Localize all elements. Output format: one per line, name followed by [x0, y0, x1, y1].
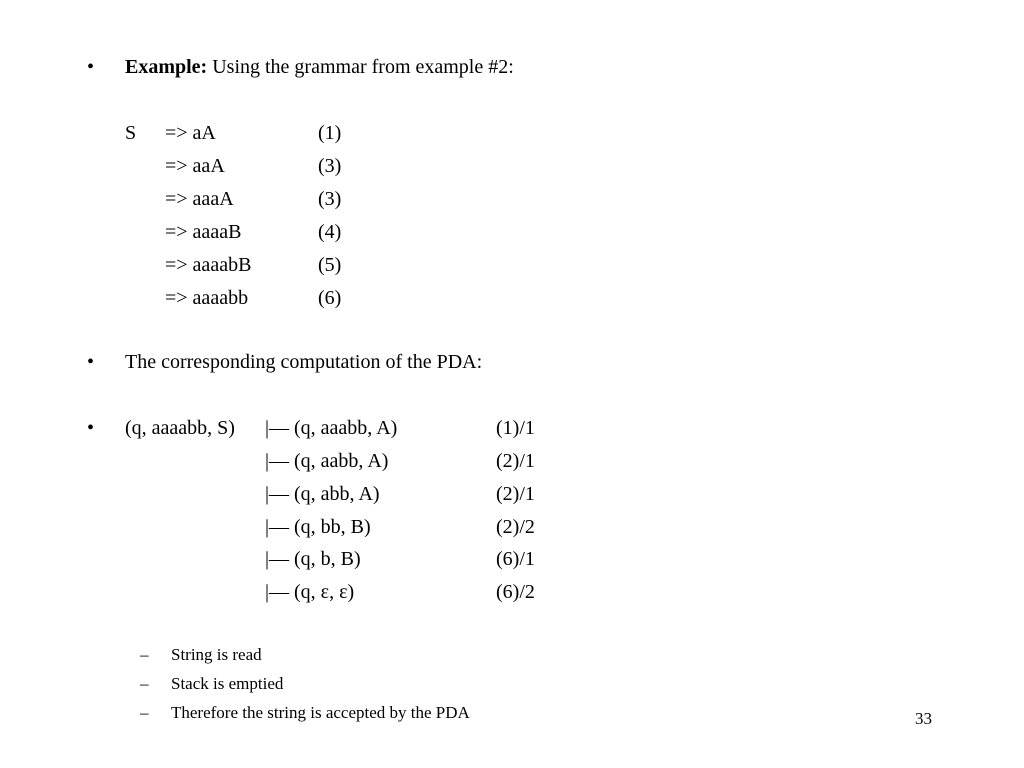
computation-step-config: |— (q, abb, A) — [265, 483, 380, 505]
sub-bullet-dash: – — [140, 645, 149, 664]
example-text: Using the grammar from example #2: — [212, 56, 514, 78]
computation-step-config: |— (q, ε, ε) — [265, 581, 355, 603]
conclusion-item: String is read — [171, 645, 262, 664]
derivation-step-form: => aaaA — [165, 188, 234, 210]
derivation-step-form: => aaaabB — [165, 254, 252, 276]
computation-initial-config: (q, aaaabb, S) — [125, 417, 235, 439]
derivation-step-rule: (3) — [318, 188, 342, 210]
computation-step-config: |— (q, aabb, A) — [265, 450, 389, 472]
derivation-step-rule: (5) — [318, 254, 342, 276]
computation-step-rule: (6)/1 — [496, 548, 535, 570]
computation-step-rule: (2)/1 — [496, 483, 535, 505]
page-number: 33 — [915, 709, 932, 728]
computation-step-rule: (1)/1 — [496, 417, 535, 439]
derivation-step-rule: (3) — [318, 155, 342, 177]
derivation-step-form: => aA — [165, 122, 216, 144]
computation-step-rule: (2)/2 — [496, 516, 535, 538]
example-line — [125, 57, 514, 77]
sub-bullet-dash: – — [140, 674, 149, 693]
sub-bullet-dash: – — [140, 703, 149, 722]
bullet-example: • — [87, 56, 95, 78]
derivation-step-rule: (6) — [318, 287, 342, 309]
computation-step-rule: (6)/2 — [496, 581, 535, 603]
derivation-start-symbol: S — [125, 122, 137, 144]
conclusion-item: Stack is emptied — [171, 674, 284, 693]
bullet-pda-heading: • — [87, 351, 95, 373]
bullet-computation: • — [87, 417, 95, 439]
computation-step-rule: (2)/1 — [496, 450, 535, 472]
derivation-step-form: => aaaabb — [165, 287, 249, 309]
example-label: Example: — [125, 56, 208, 78]
computation-step-config: |— (q, bb, B) — [265, 516, 371, 538]
pda-heading-text: The corresponding computation of the PDA: — [125, 351, 483, 373]
computation-step-config: |— (q, b, B) — [265, 548, 361, 570]
derivation-step-form: => aaA — [165, 155, 225, 177]
derivation-step-rule: (4) — [318, 221, 342, 243]
derivation-step-form: => aaaaB — [165, 221, 242, 243]
derivation-step-rule: (1) — [318, 122, 342, 144]
computation-step-config: |— (q, aaabb, A) — [265, 417, 398, 439]
conclusion-item: Therefore the string is accepted by the PDA — [171, 703, 470, 722]
